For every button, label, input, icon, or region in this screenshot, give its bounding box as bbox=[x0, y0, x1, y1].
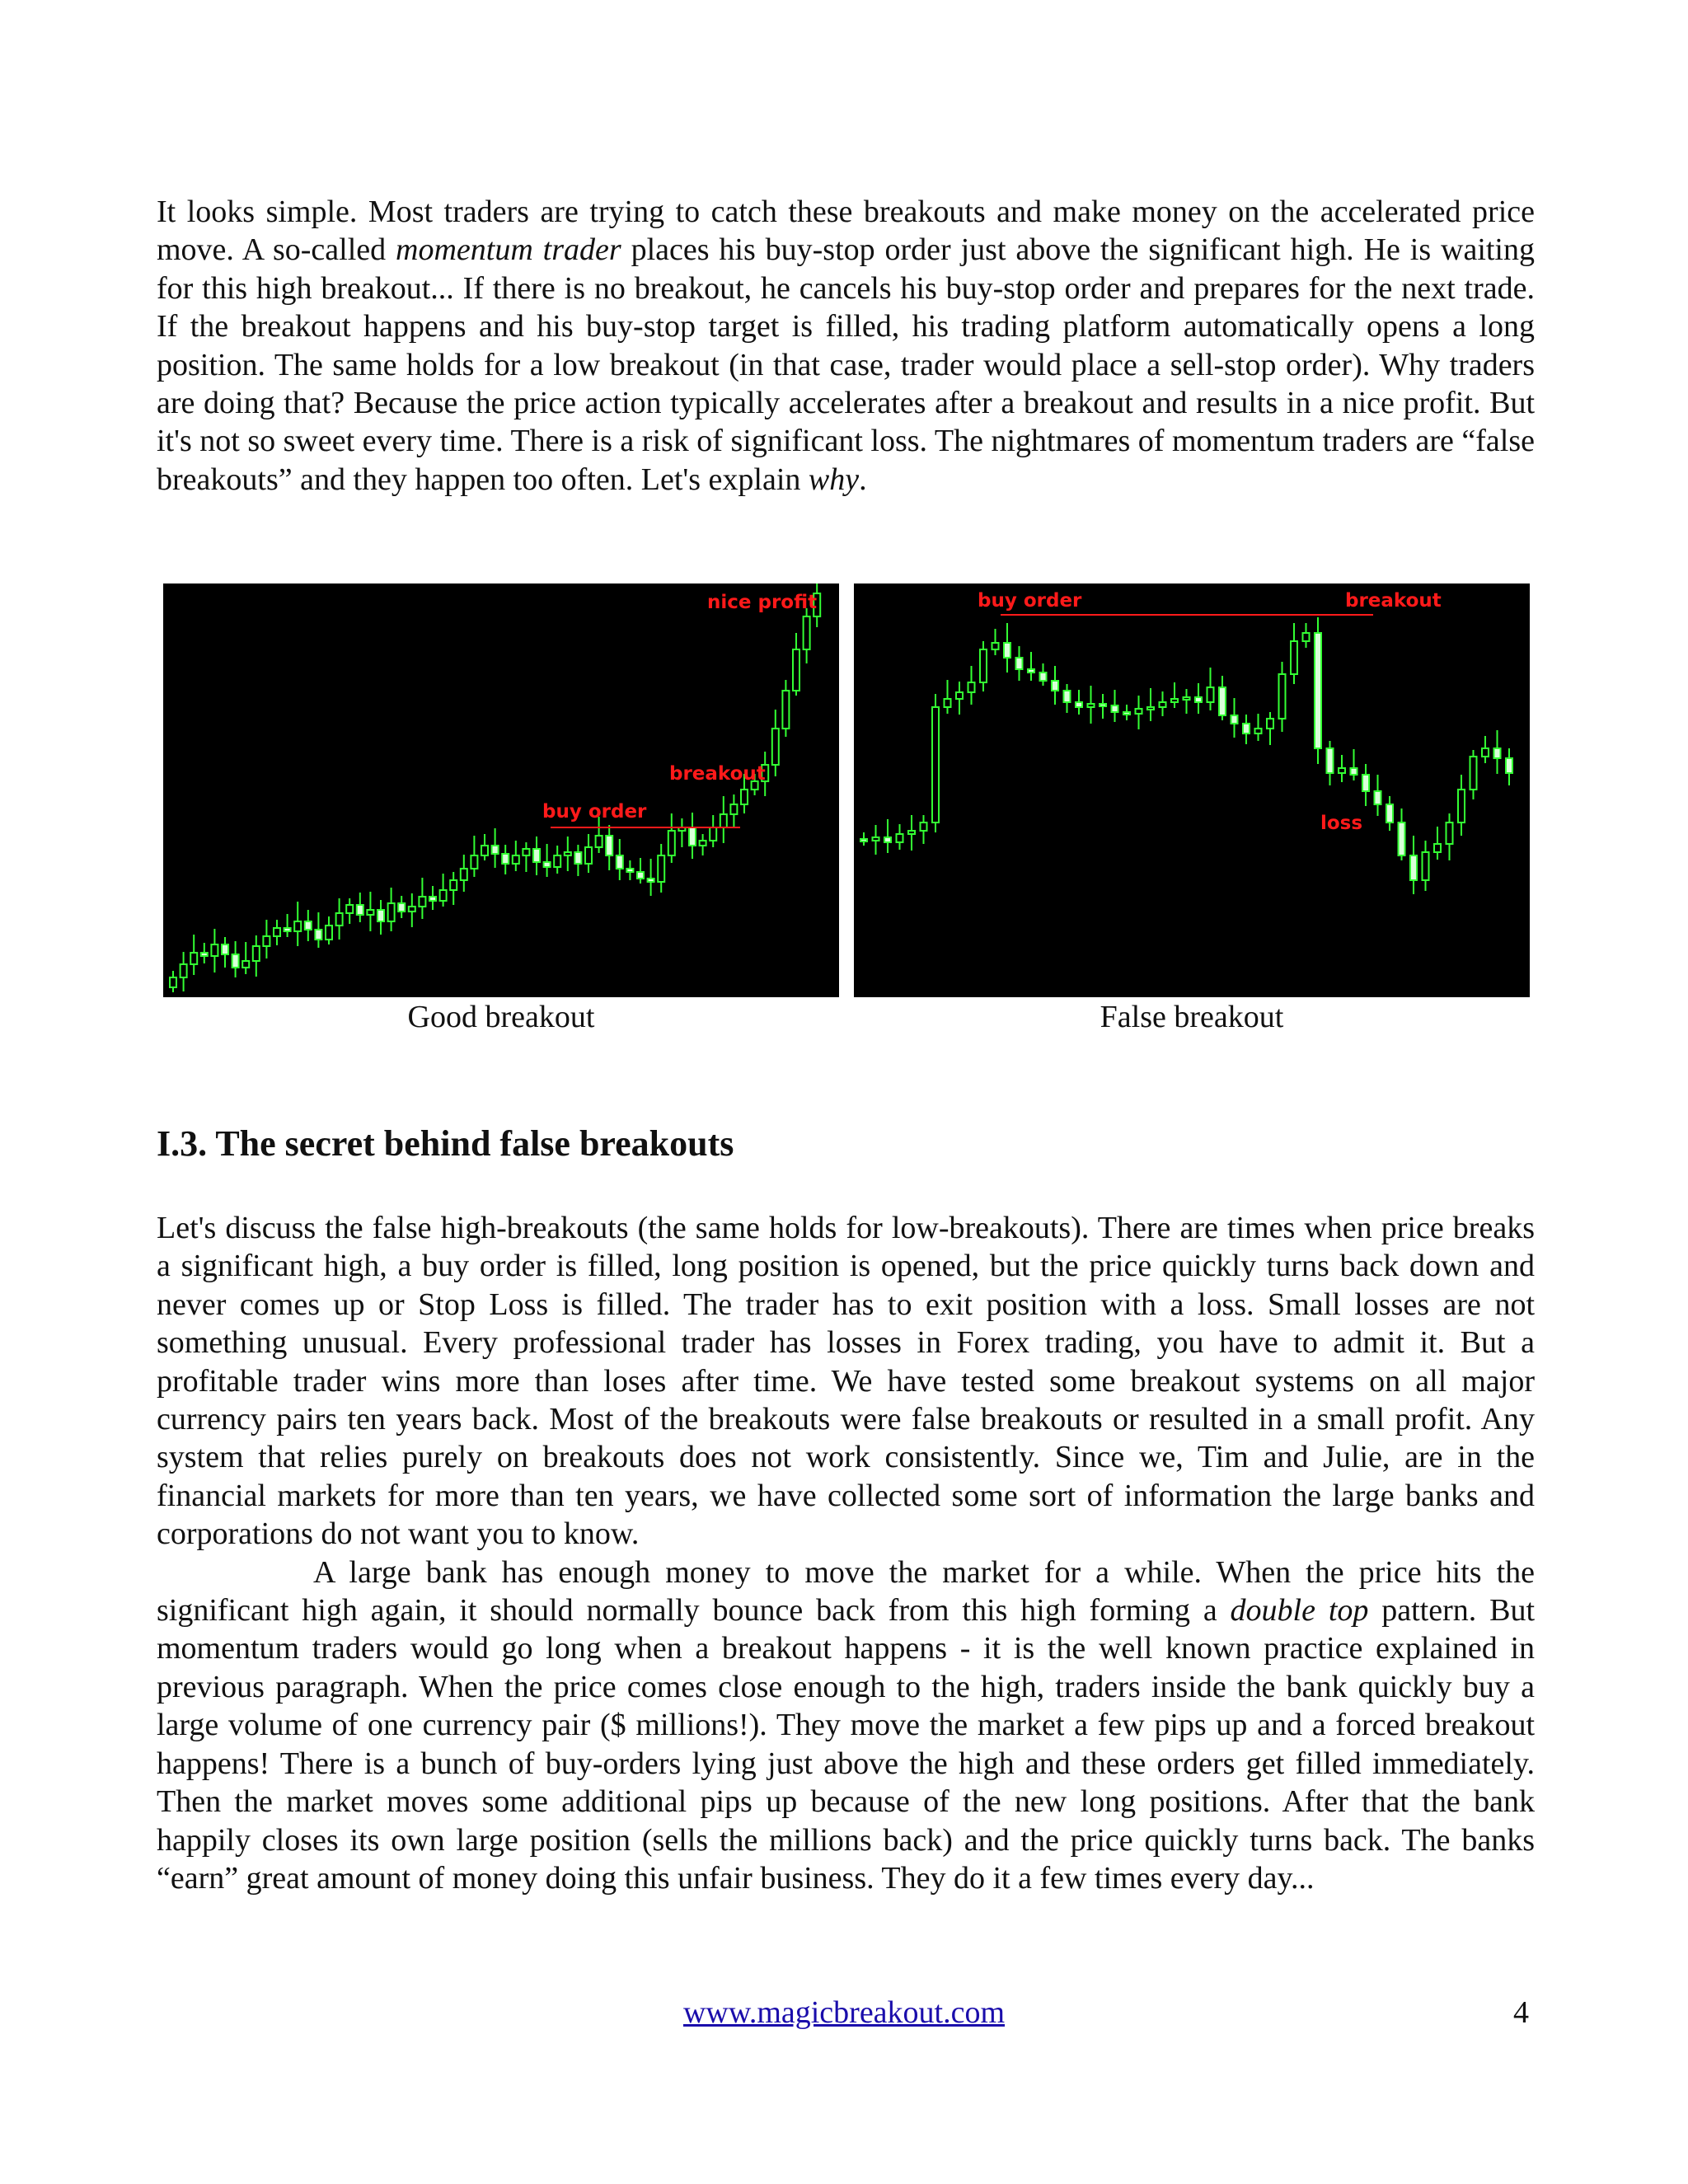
candle-body bbox=[284, 928, 291, 931]
candle-body bbox=[190, 953, 197, 964]
text-segment: places his buy-stop order just above the significant high. He is waiting for this high breakout... If there is no breakout, he cancels his buy-stop order and prepares for the next trade. If the breakout happens and his buy-stop target is filled, his trading platform automatically opens a long position. The same holds for a low breakout (in that case, trader would place a sell-stop order). Why traders are doing that? Because the price action typically accelerates after a breakout and results in a nice profit. But it's not so sweet every time. There is a risk of significant loss. The nightmares of momentum traders are “false breakouts” and they happen too often. Let's explain bbox=[157, 232, 1535, 497]
candle-body bbox=[793, 649, 799, 691]
candle-body bbox=[741, 790, 748, 804]
candle-body bbox=[1482, 748, 1489, 757]
candle-body bbox=[637, 872, 644, 879]
candle-body bbox=[1494, 748, 1501, 758]
candle-body bbox=[772, 729, 779, 765]
candle-body bbox=[1076, 702, 1082, 707]
candle-body bbox=[181, 964, 187, 977]
candle-body bbox=[921, 823, 927, 831]
candle-body bbox=[1386, 804, 1393, 823]
candle-body bbox=[956, 692, 963, 699]
website-link[interactable]: www.magicbreakout.com bbox=[682, 1995, 1006, 2030]
text-segment: why bbox=[808, 462, 860, 497]
candle-body bbox=[1506, 758, 1512, 773]
candle-body bbox=[492, 846, 499, 854]
paragraph-body bbox=[157, 1554, 1535, 1898]
candle-body bbox=[533, 849, 540, 862]
candle-body bbox=[554, 855, 560, 867]
breakout-label: breakout bbox=[669, 763, 766, 785]
candle-body bbox=[804, 616, 810, 649]
candle-body bbox=[336, 913, 343, 926]
candle-body bbox=[346, 905, 353, 913]
text-segment: momentum trader bbox=[396, 232, 621, 268]
candle-body bbox=[1410, 855, 1417, 880]
candle-body bbox=[626, 869, 633, 872]
candle-body bbox=[294, 921, 301, 931]
candle-body bbox=[1315, 633, 1321, 748]
candle-body bbox=[1255, 729, 1262, 733]
candle-body bbox=[574, 852, 581, 864]
buy-order-label: buy order bbox=[542, 801, 647, 823]
candle-body bbox=[357, 905, 363, 915]
candle-body bbox=[305, 921, 312, 930]
candle-body bbox=[419, 897, 425, 907]
candle-body bbox=[398, 903, 405, 912]
candle-body bbox=[263, 936, 270, 946]
candle-body bbox=[908, 831, 915, 834]
candle-body bbox=[471, 855, 477, 869]
candle-body bbox=[1064, 691, 1071, 702]
candle-body bbox=[170, 977, 176, 987]
candle-body bbox=[1028, 669, 1034, 673]
candle-body bbox=[1147, 707, 1154, 710]
candle-body bbox=[232, 954, 239, 968]
candle-body bbox=[968, 682, 975, 692]
candle-body bbox=[1351, 768, 1357, 775]
candle-body bbox=[481, 846, 488, 855]
candle-body bbox=[585, 847, 592, 864]
false-breakout-caption: False breakout bbox=[1100, 1000, 1284, 1034]
candle-body bbox=[222, 944, 228, 954]
text-segment: It looks simple. Most traders are trying to catch these breakouts and make money on the accelerated price move. A so-called bbox=[157, 194, 1535, 268]
candle-body bbox=[388, 903, 395, 921]
nice-profit-label: nice profit bbox=[707, 592, 818, 613]
text-segment: . bbox=[859, 462, 867, 497]
candle-body bbox=[1112, 705, 1118, 712]
candle-body bbox=[274, 928, 280, 936]
candle-body bbox=[1088, 704, 1095, 707]
text-segment: pattern. But momentum traders would go long when a breakout happens - it is the well known practice explained in previous paragraph. When the price comes close enough to the high, traders inside the bank quickly buy a large volume of one currency pair ($ millions!). They move the market a few pips up and a forced breakout happens! There is a bunch of buy-orders lying just above the high and these orders get filled immediately. Then the market moves some additional pips up because of the new long positions. After that the bank happily closes its own large position (sells the millions back) and the price quickly turns back. The banks “earn” great amount of money doing this unfair business. They do it a few times every day... bbox=[157, 1593, 1535, 1896]
candle-body bbox=[1040, 673, 1047, 681]
text-segment: A large bank has enough money to move the market for a while. When the price hits the significant high again, it should normally bounce back from this high forming a bbox=[157, 1554, 1535, 1629]
good-breakout-caption: Good breakout bbox=[407, 1000, 595, 1034]
candle-body bbox=[873, 837, 879, 841]
candle-body bbox=[502, 854, 509, 864]
candle-body bbox=[1231, 715, 1238, 724]
candle-body bbox=[253, 946, 260, 961]
candle-body bbox=[1327, 748, 1334, 773]
candle-body bbox=[1470, 757, 1477, 790]
candle-body bbox=[992, 643, 999, 649]
candle-body bbox=[1458, 790, 1465, 823]
candle-body bbox=[201, 953, 208, 956]
candle-body bbox=[565, 852, 571, 855]
candle-body bbox=[1004, 643, 1010, 658]
candle-body bbox=[658, 855, 664, 882]
candle-body bbox=[1303, 633, 1310, 641]
candle-body bbox=[932, 707, 939, 823]
candle-body bbox=[409, 907, 415, 912]
candle-body bbox=[860, 839, 867, 841]
candle-body bbox=[1052, 681, 1058, 691]
candle-body bbox=[945, 699, 951, 707]
candle-body bbox=[730, 804, 737, 814]
candle-body bbox=[1362, 775, 1369, 791]
candle-body bbox=[782, 691, 789, 729]
candle-body bbox=[523, 849, 529, 855]
candle-body bbox=[1423, 852, 1429, 880]
candle-body bbox=[1195, 697, 1202, 702]
candle-body bbox=[1160, 702, 1166, 707]
page-number: 4 bbox=[1513, 1995, 1529, 2030]
candle-body bbox=[377, 910, 384, 921]
candle-body bbox=[1016, 658, 1023, 669]
candle-body bbox=[1136, 709, 1142, 714]
candle-body bbox=[720, 814, 727, 827]
candle-body bbox=[544, 862, 551, 867]
candle-body bbox=[1279, 674, 1286, 719]
candle-body bbox=[617, 855, 623, 869]
candle-body bbox=[700, 841, 706, 846]
candle-body bbox=[884, 837, 891, 842]
candle-body bbox=[326, 926, 332, 940]
candle-body bbox=[513, 855, 519, 864]
candle-body bbox=[980, 649, 987, 682]
text-segment: double top bbox=[1230, 1593, 1369, 1629]
candle-body bbox=[1171, 699, 1178, 702]
intro-paragraph bbox=[157, 193, 1535, 499]
candle-body bbox=[648, 879, 654, 882]
candle-body bbox=[1267, 719, 1273, 729]
section-heading: I.3. The secret behind false breakouts bbox=[157, 1123, 734, 1164]
candle-body bbox=[1219, 687, 1226, 715]
candle-body bbox=[897, 834, 903, 842]
candle-body bbox=[450, 880, 457, 890]
loss-label: loss bbox=[1320, 813, 1363, 834]
candle-body bbox=[461, 869, 467, 880]
candle-body bbox=[689, 827, 696, 846]
candle-body bbox=[367, 910, 373, 915]
candle-body bbox=[1207, 687, 1214, 702]
candle-body bbox=[1339, 768, 1345, 773]
candle-body bbox=[1123, 712, 1130, 715]
candle-body bbox=[1447, 823, 1453, 844]
candle-body bbox=[315, 930, 321, 940]
candle-body bbox=[596, 836, 603, 847]
false-breakout-chart bbox=[854, 583, 1530, 997]
candle-body bbox=[606, 836, 612, 855]
text-segment: Let's discuss the false high-breakouts (the same holds for low-breakouts). There are times when price breaks a significant high, a buy order is filled, long position is opened, but the price quickly turns back down and never comes up or Stop Loss is filled. The trader has to exit position with a loss. Small losses are not something unusual. Every professional trader has losses in Forex trading, you have to admit it. But a profitable trader wins more than loses after time. We have tested some breakout systems on all major currency pairs ten years back. Most of the breakouts were false breakouts or resulted in a small profit. Any system that relies purely on breakouts does not work consistently. Since we, Tim and Julie, are in the financial markets for more than ten years, we have collected some sort of information the large banks and corporations do not want you to know. bbox=[157, 1211, 1535, 1552]
candle-body bbox=[1291, 641, 1297, 674]
breakout-label: breakout bbox=[1345, 590, 1442, 612]
false-breakouts-paragraph bbox=[157, 1209, 1535, 1897]
candle-body bbox=[668, 831, 675, 855]
candle-body bbox=[429, 897, 436, 901]
candle-body bbox=[1184, 697, 1190, 700]
candle-body bbox=[211, 944, 218, 956]
paragraph-body bbox=[157, 1209, 1535, 1554]
candle-body bbox=[1434, 844, 1441, 852]
candle-body bbox=[242, 961, 249, 968]
good-breakout-chart bbox=[163, 583, 839, 997]
candle-body bbox=[1399, 823, 1405, 855]
false-breakout-svg bbox=[854, 583, 1530, 997]
candle-body bbox=[1375, 791, 1381, 804]
candle-body bbox=[1100, 704, 1106, 706]
good-breakout-svg bbox=[163, 583, 839, 997]
candle-body bbox=[440, 890, 447, 901]
candle-body bbox=[710, 827, 716, 841]
candle-body bbox=[1243, 724, 1250, 733]
buy-order-label: buy order bbox=[978, 590, 1082, 612]
